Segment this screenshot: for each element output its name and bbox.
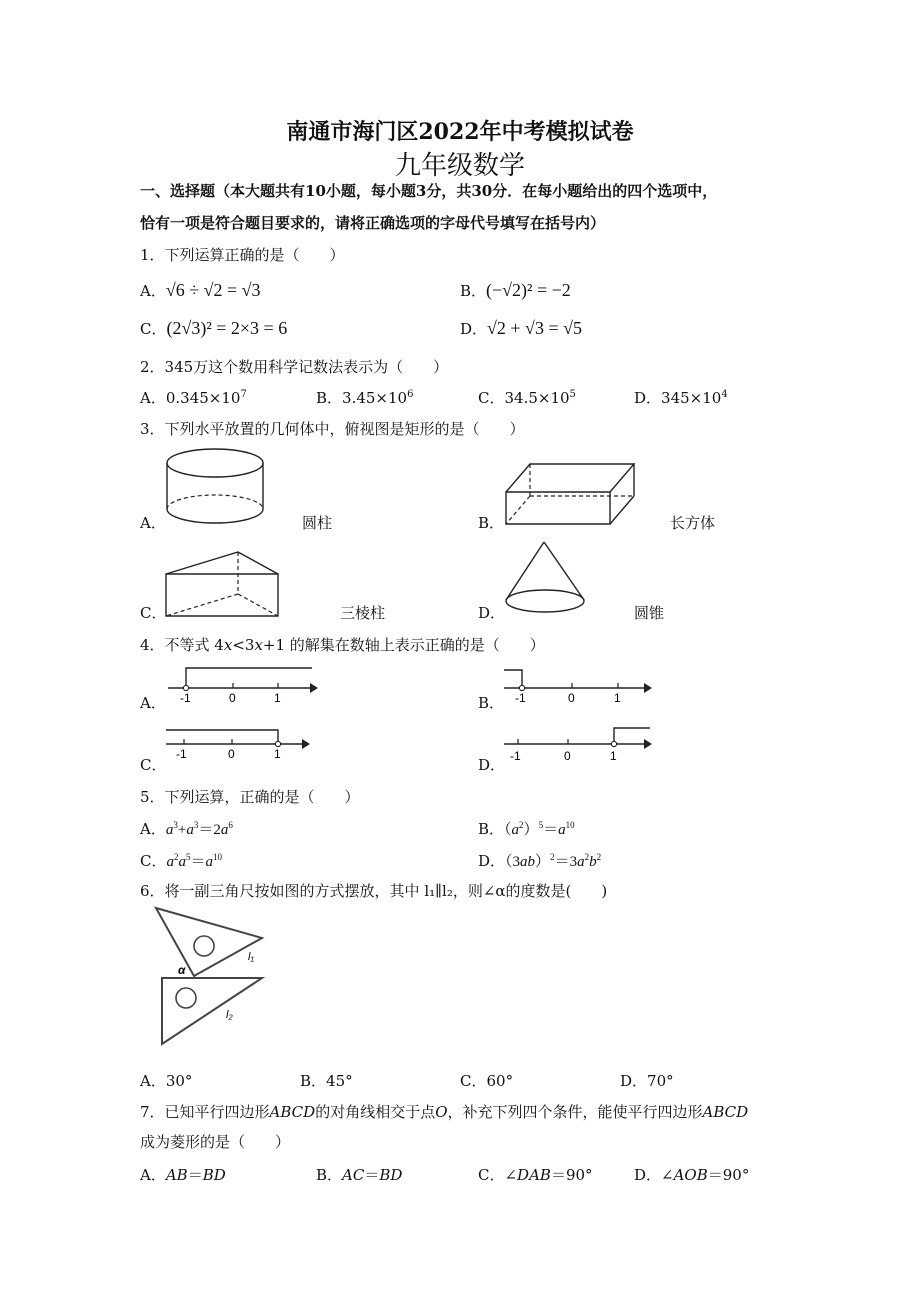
q6-option-b[interactable] <box>300 1070 353 1091</box>
q4-var-x2: x <box>254 636 263 654</box>
q5-option-a-expr: $a^3+a^3=2a^6$ <box>165 820 233 838</box>
q3-option-b-label: 长方体 <box>670 514 716 532</box>
l1-label: l₁ <box>248 951 254 963</box>
q1-option-a-expr: √6 ÷ √2 = √3 <box>165 280 261 300</box>
number-line-a-tick-neg1: -1 <box>180 691 191 705</box>
q2-option-d[interactable] <box>634 387 728 408</box>
q6-option-c-value: 60° <box>486 1072 514 1090</box>
q2-option-d-letter: D． <box>634 389 662 407</box>
q2-option-a-letter: A． <box>140 389 166 407</box>
l2-label: l₂ <box>226 1009 233 1021</box>
q6-option-c[interactable] <box>460 1070 513 1091</box>
q5-option-a-letter: A． <box>140 820 166 838</box>
q5-option-d-expr: $(3ab)^2=3a^2b^2$ <box>505 852 602 870</box>
number-line-c-tick-0: 0 <box>228 747 235 761</box>
q5-option-b-expr: $(a^2)^5=a^{10}$ <box>504 820 575 838</box>
q6-option-d[interactable] <box>620 1070 674 1091</box>
q7-option-a-lhs: AB <box>165 1166 188 1184</box>
q2-stem: 2．345万这个数用科学记数法表示为（ ） <box>140 358 449 376</box>
q2-option-a-mantissa: 0.345×10 <box>165 389 241 407</box>
q7-stem-part3: ，补充下列四个条件，能使平行四边形 <box>447 1103 703 1121</box>
number-line-c-tick-1: 1 <box>274 747 281 761</box>
q7-stem <box>140 1101 748 1122</box>
q5-stem: 5．下列运算，正确的是（ ） <box>140 788 360 806</box>
q1-option-b-letter: B． <box>460 282 487 300</box>
q7-option-d[interactable] <box>634 1164 749 1185</box>
q5-option-c-expr: $a^2a^5=a^{10}$ <box>166 852 222 870</box>
q7-option-c[interactable] <box>478 1164 593 1185</box>
number-line-d <box>498 724 658 766</box>
q7-option-a-letter: A． <box>140 1166 166 1184</box>
q2-option-d-mantissa: 345×10 <box>661 389 722 407</box>
number-line-b <box>498 664 658 706</box>
q1-option-c-letter: C． <box>140 320 167 338</box>
q3-option-a-label: 圆柱 <box>302 514 333 532</box>
triangle-rulers-figure <box>150 902 280 1052</box>
q7-abcd-1: ABCD <box>269 1103 316 1121</box>
triangular-prism-figure <box>160 548 285 620</box>
q2-option-b-mantissa: 3.45×10 <box>342 389 408 407</box>
q5-option-d-letter: D． <box>478 852 506 870</box>
q6-option-a-value: 30° <box>165 1072 193 1090</box>
q7-option-d-letter: D． <box>634 1166 662 1184</box>
alpha-label: α <box>178 963 186 977</box>
q6-option-d-letter: D． <box>620 1072 648 1090</box>
q4-stem <box>140 634 545 655</box>
q1-option-d-expr: √2 + √3 = √5 <box>487 318 582 338</box>
q7-option-d-value: ＝90° <box>707 1166 750 1184</box>
number-line-a-tick-0: 0 <box>229 691 236 705</box>
q7-abcd-2: ABCD <box>702 1103 749 1121</box>
q4-stem-part2: <3 <box>232 636 255 654</box>
q1-option-a[interactable] <box>140 280 261 301</box>
q4-stem-part1: 4．不等式 4 <box>140 636 224 654</box>
q3-option-c-letter[interactable]: C． <box>140 604 167 622</box>
exam-title: 南通市海门区2022年中考模拟试卷 <box>286 119 634 145</box>
number-line-b-tick-neg1: -1 <box>515 691 526 705</box>
q7-stem-part2: 的对角线相交于点 <box>315 1103 436 1121</box>
q4-option-a-letter[interactable]: A． <box>140 694 166 712</box>
q4-stem-part3: +1 的解集在数轴上表示正确的是（ ） <box>262 636 545 654</box>
q5-option-c[interactable] <box>140 850 222 871</box>
q7-option-b-rhs: BD <box>379 1166 403 1184</box>
q7-option-c-value: ＝90° <box>550 1166 593 1184</box>
q7-option-c-letter: C． <box>478 1166 505 1184</box>
q1-option-b-expr: (−√2)² = −2 <box>486 280 571 300</box>
number-line-a <box>160 664 320 706</box>
q5-option-d[interactable] <box>478 850 601 871</box>
q2-option-a-exponent: 7 <box>240 389 247 400</box>
q2-option-b-exponent: 6 <box>407 389 414 400</box>
q7-stem-part1: 7．已知平行四边形 <box>140 1103 270 1121</box>
q5-option-c-letter: C． <box>140 852 167 870</box>
q2-option-b[interactable] <box>316 387 413 408</box>
section-heading-line1: 一、选择题（本大题共有10小题，每小题3分，共30分．在每小题给出的四个选项中， <box>140 182 718 200</box>
number-line-d-tick-0: 0 <box>564 749 571 763</box>
cylinder-figure <box>160 446 270 528</box>
q6-option-b-value: 45° <box>326 1072 353 1090</box>
q1-option-a-letter: A． <box>140 282 166 300</box>
q7-option-d-angle: ∠AOB <box>661 1166 708 1184</box>
q7-option-b-lhs: AC <box>342 1166 365 1184</box>
number-line-b-tick-1: 1 <box>614 691 621 705</box>
number-line-c <box>160 726 320 768</box>
q6-option-a-letter: A． <box>140 1072 166 1090</box>
q3-stem: 3．下列水平放置的几何体中，俯视图是矩形的是（ ） <box>140 420 525 438</box>
exam-subtitle: 九年级数学 <box>394 151 525 181</box>
q4-option-b-letter[interactable]: B． <box>478 694 505 712</box>
q3-option-b-letter[interactable]: B． <box>478 514 505 532</box>
q4-var-x1: x <box>223 636 233 654</box>
q5-option-b[interactable] <box>478 818 575 839</box>
q7-stem-line2: 成为菱形的是（ ） <box>140 1133 291 1151</box>
q1-option-b[interactable] <box>460 280 571 301</box>
q3-option-c-label: 三棱柱 <box>340 604 386 622</box>
q6-option-c-letter: C． <box>460 1072 487 1090</box>
q4-option-c-letter[interactable]: C． <box>140 756 167 774</box>
q6-option-a[interactable] <box>140 1070 192 1091</box>
q5-option-b-letter: B． <box>478 820 505 838</box>
q7-option-c-angle: ∠DAB <box>504 1166 551 1184</box>
q1-stem: 1．下列运算正确的是（ ） <box>140 246 345 264</box>
q7-option-b[interactable]: B．AC＝BD <box>316 1166 403 1184</box>
number-line-d-tick-neg1: -1 <box>510 749 521 763</box>
q2-option-c-exponent: 5 <box>569 389 576 400</box>
q2-option-c-mantissa: 34.5×10 <box>504 389 570 407</box>
q3-option-d-label: 圆锥 <box>634 604 665 622</box>
q7-option-a[interactable]: A．AB＝BD <box>140 1166 226 1184</box>
q6-option-b-letter: B． <box>300 1072 327 1090</box>
q2-option-c[interactable] <box>478 387 576 408</box>
section-heading-line2: 恰有一项是符合题目要求的，请将正确选项的字母代号填写在括号内） <box>140 214 606 232</box>
q3-option-a-letter[interactable]: A． <box>140 514 166 532</box>
q6-stem: 6．将一副三角尺按如图的方式摆放，其中 l₁∥l₂，则∠α的度数是( ) <box>140 882 608 900</box>
cuboid-figure <box>500 460 640 530</box>
number-line-a-tick-1: 1 <box>274 691 281 705</box>
q5-option-a[interactable] <box>140 818 233 839</box>
q2-option-d-exponent: 4 <box>721 389 728 400</box>
cone-figure <box>500 538 592 618</box>
q7-option-a-rhs: BD <box>202 1166 226 1184</box>
q4-option-d-letter[interactable]: D． <box>478 756 506 774</box>
number-line-d-tick-1: 1 <box>610 749 617 763</box>
q1-option-c-expr: (2√3)² = 2×3 = 6 <box>166 318 288 338</box>
q1-option-d-letter: D． <box>460 320 488 338</box>
q1-option-d[interactable] <box>460 318 582 339</box>
q2-option-c-letter: C． <box>478 389 505 407</box>
q1-option-c[interactable] <box>140 318 287 339</box>
q2-option-a[interactable] <box>140 387 247 408</box>
q6-option-d-value: 70° <box>647 1072 674 1090</box>
number-line-b-tick-0: 0 <box>568 691 575 705</box>
q7-option-b-letter: B． <box>316 1166 343 1184</box>
q3-option-d-letter[interactable]: D． <box>478 604 506 622</box>
q7-point-o: O <box>435 1103 448 1121</box>
number-line-c-tick-neg1: -1 <box>176 747 187 761</box>
q2-option-b-letter: B． <box>316 389 343 407</box>
